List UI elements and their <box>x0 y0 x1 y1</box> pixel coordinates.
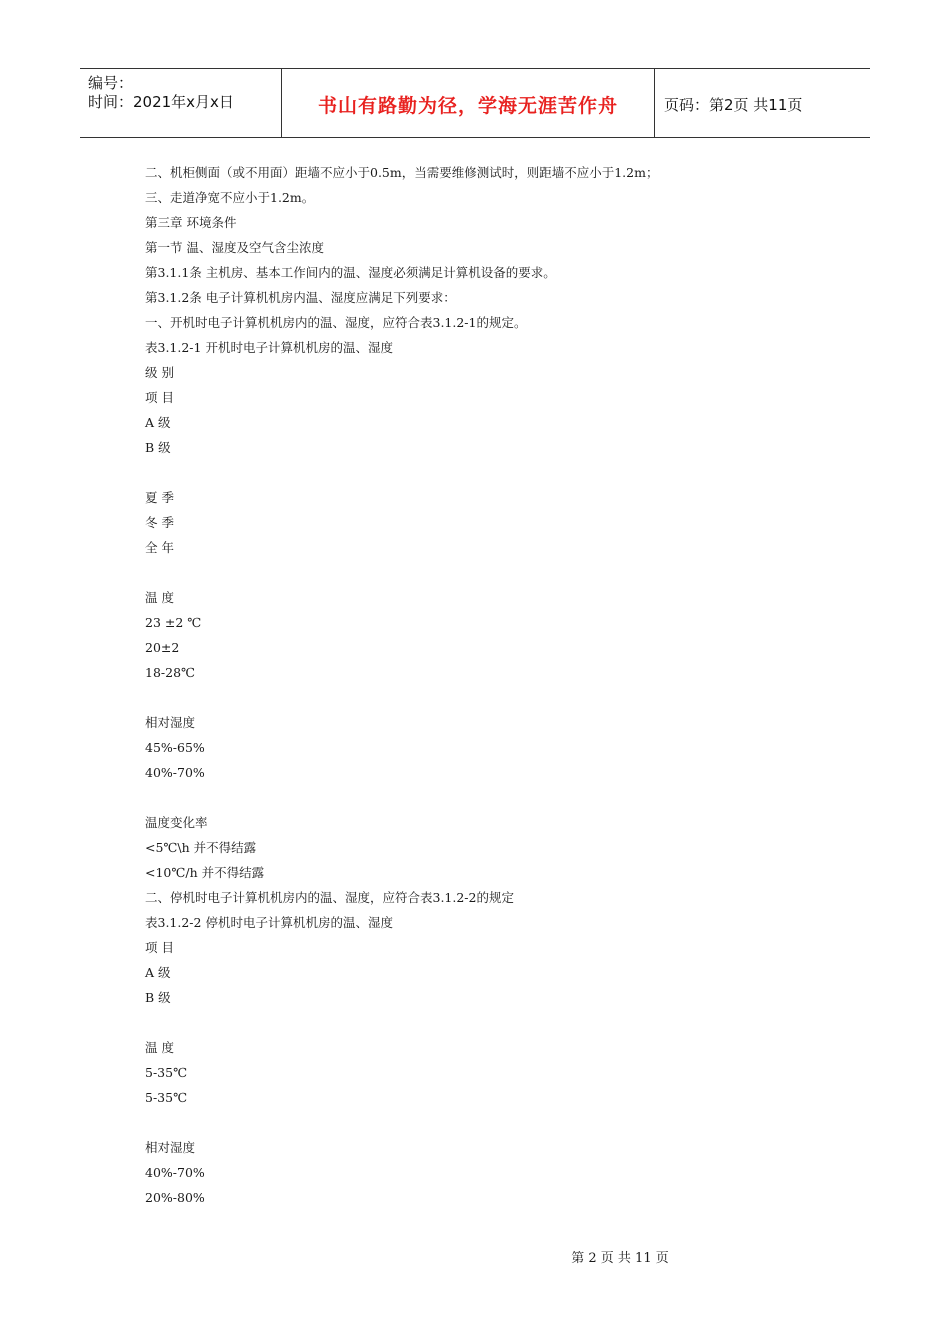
footer-page-number: 第 2 页 共 11 页 <box>571 1251 669 1266</box>
text-line: 一、开机时电子计算机机房内的温、湿度，应符合表3.1.2-1的规定。 <box>145 315 527 330</box>
page-footer <box>0 1247 950 1266</box>
text-line: 20±2 <box>145 640 180 655</box>
text-line: 二、停机时电子计算机机房内的温、湿度，应符合表3.1.2-2的规定 <box>145 890 514 905</box>
text-line: 级 别 <box>145 365 174 380</box>
text-line: 温 度 <box>145 590 174 605</box>
text-line: 三、走道净宽不应小于1.2m。 <box>145 190 315 205</box>
text-line: 第一节 温、湿度及空气含尘浓度 <box>145 240 324 255</box>
text-line: 20%-80% <box>145 1190 205 1205</box>
header-page-info: 页码：第2页 共11页 <box>664 96 803 114</box>
text-line: 23 ±2 ℃ <box>145 615 202 630</box>
text-line: 项 目 <box>145 940 174 955</box>
text-line: 温度变化率 <box>145 815 208 830</box>
header-motto-cell <box>282 69 655 137</box>
text-line: 全 年 <box>145 540 174 555</box>
text-line: 40%-70% <box>145 765 205 780</box>
text-line: <10℃/h 并不得结露 <box>145 865 265 880</box>
text-line: 表3.1.2-1 开机时电子计算机机房的温、湿度 <box>145 340 393 355</box>
text-line: 45%-65% <box>145 740 205 755</box>
header-meta-cell <box>80 69 282 137</box>
text-line: 相对湿度 <box>145 1140 196 1155</box>
blank-line <box>145 560 845 585</box>
blank-line <box>145 785 845 810</box>
text-line: 18-28℃ <box>145 665 196 680</box>
text-line: 第三章 环境条件 <box>145 215 237 230</box>
page-header <box>80 68 870 138</box>
text-line: 冬 季 <box>145 515 174 530</box>
text-line: <5℃\h 并不得结露 <box>145 840 257 855</box>
text-line: B 级 <box>145 440 171 455</box>
blank-line <box>145 1010 845 1035</box>
text-line: B 级 <box>145 990 171 1005</box>
document-body <box>145 160 845 1210</box>
text-line: 温 度 <box>145 1040 174 1055</box>
text-line: 40%-70% <box>145 1165 205 1180</box>
text-line: 夏 季 <box>145 490 174 505</box>
text-line: A 级 <box>145 965 171 980</box>
text-line: 5-35℃ <box>145 1090 188 1105</box>
text-line: A 级 <box>145 415 171 430</box>
blank-line <box>145 460 845 485</box>
text-line: 表3.1.2-2 停机时电子计算机机房的温、湿度 <box>145 915 393 930</box>
document-date: 时间：2021年x月x日 <box>88 93 234 111</box>
text-line: 二、机柜侧面（或不用面）距墙不应小于0.5m，当需要维修测试时，则距墙不应小于1.2m； <box>145 165 659 180</box>
header-motto: 书山有路勤为径，学海无涯苦作舟 <box>317 95 618 117</box>
text-line: 相对湿度 <box>145 715 196 730</box>
document-number-label: 编号： <box>88 74 134 92</box>
text-line: 5-35℃ <box>145 1065 188 1080</box>
text-line: 第3.1.2条 电子计算机机房内温、湿度应满足下列要求： <box>145 290 456 305</box>
blank-line <box>145 1110 845 1135</box>
header-page-cell <box>655 69 870 137</box>
blank-line <box>145 685 845 710</box>
text-line: 第3.1.1条 主机房、基本工作间内的温、湿度必须满足计算机设备的要求。 <box>145 265 556 280</box>
text-line: 项 目 <box>145 390 174 405</box>
